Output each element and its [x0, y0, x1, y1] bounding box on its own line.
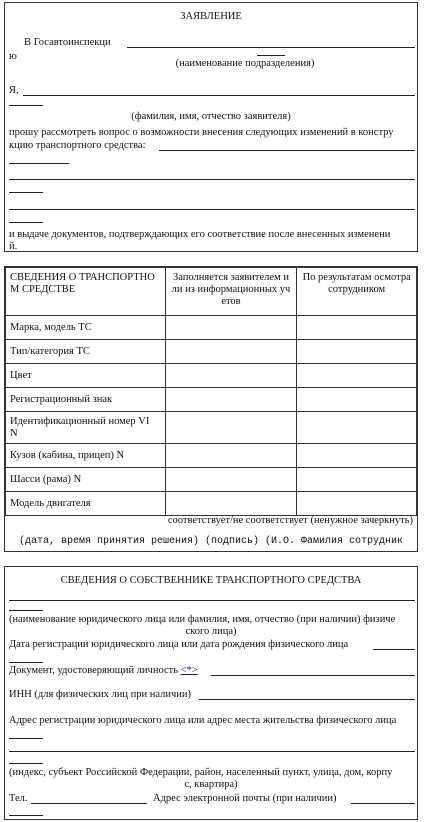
- owner-name-hint-2: ского лица): [185, 626, 237, 637]
- cell-inspection-vin[interactable]: [297, 412, 417, 444]
- applicant-name-hint: (фамилия, имя, отчество заявителя): [131, 111, 291, 122]
- cell-inspection-body[interactable]: [297, 444, 417, 468]
- table-row: [6, 492, 417, 516]
- address-label: Адрес регистрации юридического лица или адрес места жительства физического лица: [9, 715, 397, 726]
- cell-applicant-engine[interactable]: [165, 492, 297, 516]
- owner-name-field[interactable]: [9, 600, 415, 601]
- table-row: [6, 468, 417, 492]
- changes-field-1-cont[interactable]: [9, 163, 69, 164]
- i-prefix: Я,: [9, 85, 19, 96]
- address-field-1[interactable]: [9, 738, 43, 739]
- row-label-type-category: Тип/категория ТС: [6, 340, 166, 364]
- row-label-color: Цвет: [6, 364, 166, 388]
- changes-field-2-cont[interactable]: [9, 192, 43, 193]
- cell-applicant-vin[interactable]: [165, 412, 297, 444]
- cell-inspection-engine[interactable]: [297, 492, 417, 516]
- email-field[interactable]: [351, 803, 415, 804]
- address-hint-1: (индекс, субъект Российской Федерации, район, населенный пункт, улица, дом, корпу: [9, 767, 393, 778]
- id-doc-field[interactable]: [211, 675, 415, 676]
- email-field-cont[interactable]: [9, 815, 43, 816]
- issue-line-1: и выдаче документов, подтверждающих его соответствие после внесенных изменени: [9, 229, 391, 240]
- changes-field-2[interactable]: [9, 179, 415, 180]
- table-row: [6, 412, 417, 444]
- header-applicant: Заполняется заявителем и ли из информационных уч етов: [165, 268, 297, 316]
- issue-line-2: й.: [9, 241, 18, 252]
- row-label-vin: Идентификационный номер VI N: [6, 412, 166, 444]
- applicant-name-field[interactable]: [23, 95, 415, 96]
- cell-applicant-chassis[interactable]: [165, 468, 297, 492]
- phone-label: Тел.: [9, 793, 28, 804]
- cell-applicant-body[interactable]: [165, 444, 297, 468]
- changes-field-3[interactable]: [9, 209, 415, 210]
- table-row: [6, 316, 417, 340]
- table-row: [6, 444, 417, 468]
- owner-section: [4, 566, 418, 820]
- owner-name-field-cont[interactable]: [9, 610, 43, 611]
- to-suffix: ю: [9, 51, 17, 62]
- changes-field-3-cont[interactable]: [9, 222, 43, 223]
- table-row: [6, 364, 417, 388]
- cell-inspection-make-model[interactable]: [297, 316, 417, 340]
- header-inspection: По результатам осмотра сотрудником: [297, 268, 417, 316]
- reg-date-field[interactable]: [373, 649, 415, 650]
- cell-applicant-reg-plate[interactable]: [165, 388, 297, 412]
- id-doc-footnote-link[interactable]: <*>: [180, 665, 198, 676]
- application-title: ЗАЯВЛЕНИЕ: [180, 11, 242, 22]
- inn-label: ИНН (для физических лиц при наличии): [9, 689, 192, 700]
- table-row: [6, 388, 417, 412]
- conclusion-text: соответствует/не соответствует (ненужное зачеркнуть): [167, 515, 413, 526]
- address-field-2[interactable]: [9, 751, 415, 752]
- vehicle-section: [4, 266, 418, 552]
- signature-hints: (дата, время принятия решения) (подпись) (И.О. Фамилия сотрудник: [19, 536, 404, 547]
- application-section: [4, 2, 418, 252]
- owner-name-hint-1: (наименование юридического лица или фамилия, имя, отчество (при наличии) физиче: [9, 614, 396, 625]
- row-label-reg-plate: Регистрационный знак: [6, 388, 166, 412]
- cell-applicant-type-category[interactable]: [165, 340, 297, 364]
- row-label-make-model: Марка, модель ТС: [6, 316, 166, 340]
- vehicle-table: [5, 267, 417, 516]
- to-prefix: В Госавтоинспекци: [24, 37, 111, 48]
- owner-title: СВЕДЕНИЯ О СОБСТВЕННИКЕ ТРАНСПОРТНОГО СРЕДСТВА: [60, 575, 362, 586]
- department-field-cont[interactable]: [257, 55, 285, 56]
- id-doc-label: Документ, удостоверяющий личность <*>: [9, 665, 198, 676]
- cell-applicant-make-model[interactable]: [165, 316, 297, 340]
- phone-field[interactable]: [31, 803, 147, 804]
- cell-inspection-reg-plate[interactable]: [297, 388, 417, 412]
- reg-date-field-cont[interactable]: [9, 662, 43, 663]
- applicant-name-field-cont[interactable]: [9, 105, 43, 106]
- cell-applicant-color[interactable]: [165, 364, 297, 388]
- cell-inspection-color[interactable]: [297, 364, 417, 388]
- cell-inspection-chassis[interactable]: [297, 468, 417, 492]
- cell-inspection-type-category[interactable]: [297, 340, 417, 364]
- address-field-2-cont[interactable]: [9, 763, 43, 764]
- row-label-engine: Модель двигателя: [6, 492, 166, 516]
- department-field[interactable]: [127, 47, 415, 48]
- row-label-chassis: Шасси (рама) N: [6, 468, 166, 492]
- request-line-2: кцию транспортного средства:: [9, 140, 146, 151]
- header-vehicle-info: СВЕДЕНИЯ О ТРАНСПОРТНО М СРЕДСТВЕ: [6, 268, 166, 316]
- reg-date-label: Дата регистрации юридического лица или дата рождения физического лица: [9, 639, 349, 650]
- address-hint-2: с, квартира): [184, 779, 238, 790]
- changes-field-1[interactable]: [159, 150, 415, 151]
- table-row: [6, 340, 417, 364]
- request-line-1: прошу рассмотреть вопрос о возможности внесения следующих изменений в констру: [9, 127, 394, 138]
- inn-field[interactable]: [199, 699, 415, 700]
- table-header-row: [6, 268, 417, 316]
- department-hint: (наименование подразделения): [175, 58, 315, 69]
- row-label-body: Кузов (кабина, прицеп) N: [6, 444, 166, 468]
- email-label: Адрес электронной почты (при наличии): [153, 793, 337, 804]
